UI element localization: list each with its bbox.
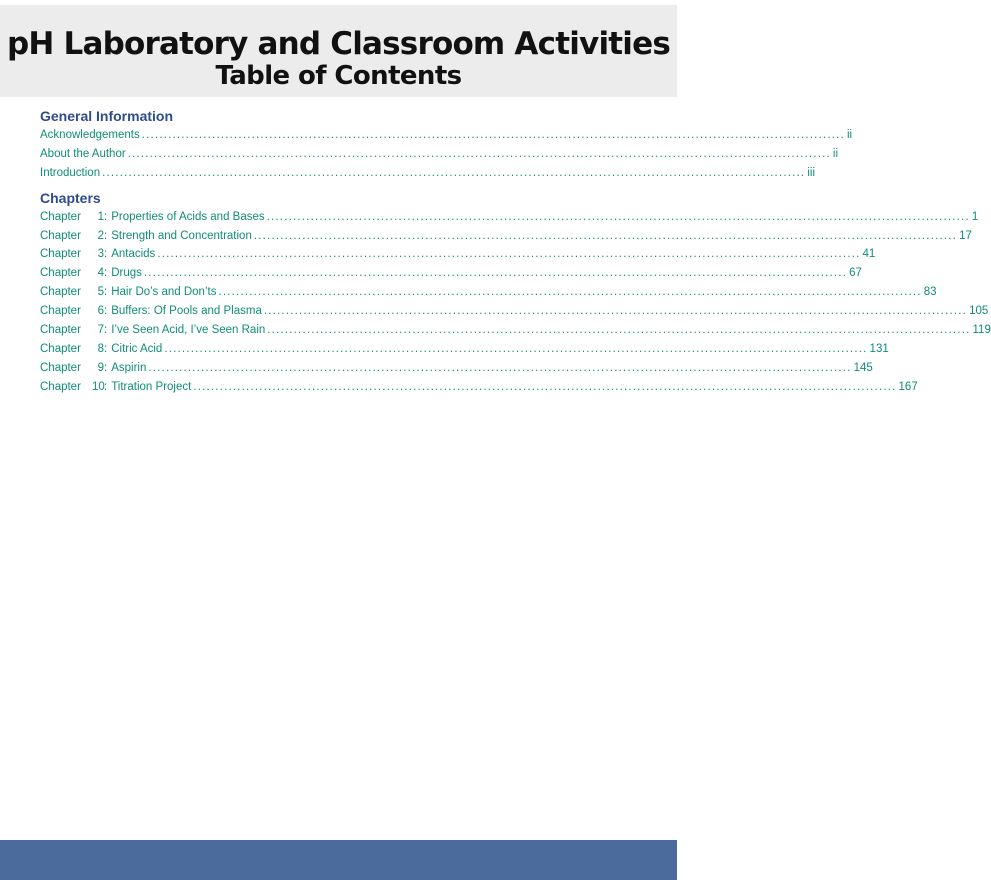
chapter-colon: : [104,248,108,261]
chapter-word: Chapter [40,324,81,337]
chapter-colon: : [104,361,108,374]
chapter-list [40,208,991,397]
chapter-number: 1 [97,210,104,223]
chapter-number: 6 [97,305,104,318]
entry-label: Antacids [111,248,156,261]
toc-entry[interactable] [40,227,972,246]
dot-leader: ................................................................................................................................................................ [253,229,958,242]
entry-label: Buffers: Of Pools and Plasma [111,305,262,318]
entry-label: Titration Project [111,380,192,393]
entry-page: 41 [862,248,876,261]
toc-entry[interactable] [40,283,937,302]
chapter-colon: : [104,324,108,337]
chapter-colon: : [104,286,108,299]
toc-entry[interactable] [40,264,862,283]
entry-label: Strength and Concentration [111,229,252,242]
entry-page: 67 [849,267,862,280]
dot-leader: ................................................................................................................................................................ [218,286,922,299]
entry-page: 17 [959,229,972,242]
document-title: pH Laboratory and Classroom Activities [6,26,670,62]
toc-entry[interactable] [40,378,918,397]
entry-label: Properties of Acids and Bases [111,210,265,223]
entry-label: Drugs [111,267,142,280]
chapter-number: 4 [97,267,104,280]
entry-label: Acknowledgements [40,129,140,141]
chapter-number: 8 [97,342,104,355]
chapter-colon: : [104,342,108,355]
section-heading-general: General Information [40,108,174,124]
dot-leader: ................................................................................................................................................................ [148,361,852,374]
footer-bar [0,840,677,880]
toc-entry[interactable] [40,359,873,378]
document-subtitle: Table of Contents [215,61,462,91]
entry-label: Introduction [40,166,101,179]
entry-page: 1 [971,210,979,223]
dot-leader: ................................................................................................................................................................ [263,305,968,318]
dot-leader: ................................................................................................................................................................ [193,380,897,393]
chapter-number: 2 [97,229,104,242]
toc-entry[interactable] [40,245,876,264]
chapter-colon: : [104,210,108,223]
dot-leader: ................................................................................................................................................................ [266,210,970,223]
chapter-word: Chapter [40,286,81,299]
dot-leader: ................................................................................................................................................................ [127,147,831,160]
toc-entry[interactable] [40,164,815,183]
chapter-word: Chapter [40,361,81,374]
chapter-word: Chapter [40,305,81,318]
entry-page: 167 [898,380,918,393]
chapter-number: 9 [97,361,104,374]
chapter-number: 10 [92,380,105,393]
chapter-colon: : [104,380,108,393]
toc-entry[interactable] [40,321,991,340]
entry-page: 131 [869,342,889,355]
chapter-word: Chapter [40,267,81,280]
entry-label: Citric Acid [111,342,163,355]
entry-label: Aspirin [111,361,147,374]
toc-entry[interactable] [40,302,989,321]
entry-page: 145 [853,361,873,374]
entry-page: ii [832,147,839,160]
entry-page: 83 [923,286,937,299]
toc-entry[interactable] [40,340,889,359]
entry-label: I’ve Seen Acid, I’ve Seen Rain [111,324,266,337]
section-heading-chapters: Chapters [40,189,101,206]
entry-page: 105 [969,305,989,318]
chapter-word: Chapter [40,342,81,355]
chapter-word: Chapter [40,229,81,242]
entry-label: Hair Do’s and Don’ts [111,286,217,299]
dot-leader: ................................................................................................................................................................ [102,166,806,179]
table-of-contents [40,106,991,397]
entry-page: 119 [972,324,991,337]
dot-leader: ................................................................................................................................................................ [141,129,845,141]
entry-page: ii [846,129,853,141]
chapter-number: 5 [97,286,104,299]
chapter-colon: : [104,267,108,280]
chapter-number: 3 [97,248,104,261]
chapter-colon: : [104,229,108,242]
entry-page: iii [807,166,815,179]
dot-leader: ................................................................................................................................................................ [143,267,848,280]
general-list [40,126,853,183]
chapter-colon: : [104,305,108,318]
dot-leader: ................................................................................................................................................................ [267,324,971,337]
chapter-word: Chapter [40,380,81,393]
chapter-word: Chapter [40,210,81,223]
dot-leader: ................................................................................................................................................................ [164,342,868,355]
toc-entry[interactable] [40,208,979,227]
chapter-word: Chapter [40,248,81,261]
toc-entry[interactable] [40,126,853,145]
toc-entry[interactable] [40,145,839,164]
dot-leader: ................................................................................................................................................................ [157,248,861,261]
chapter-number: 7 [97,324,104,337]
header-band [0,5,677,97]
entry-label: About the Author [40,147,126,160]
